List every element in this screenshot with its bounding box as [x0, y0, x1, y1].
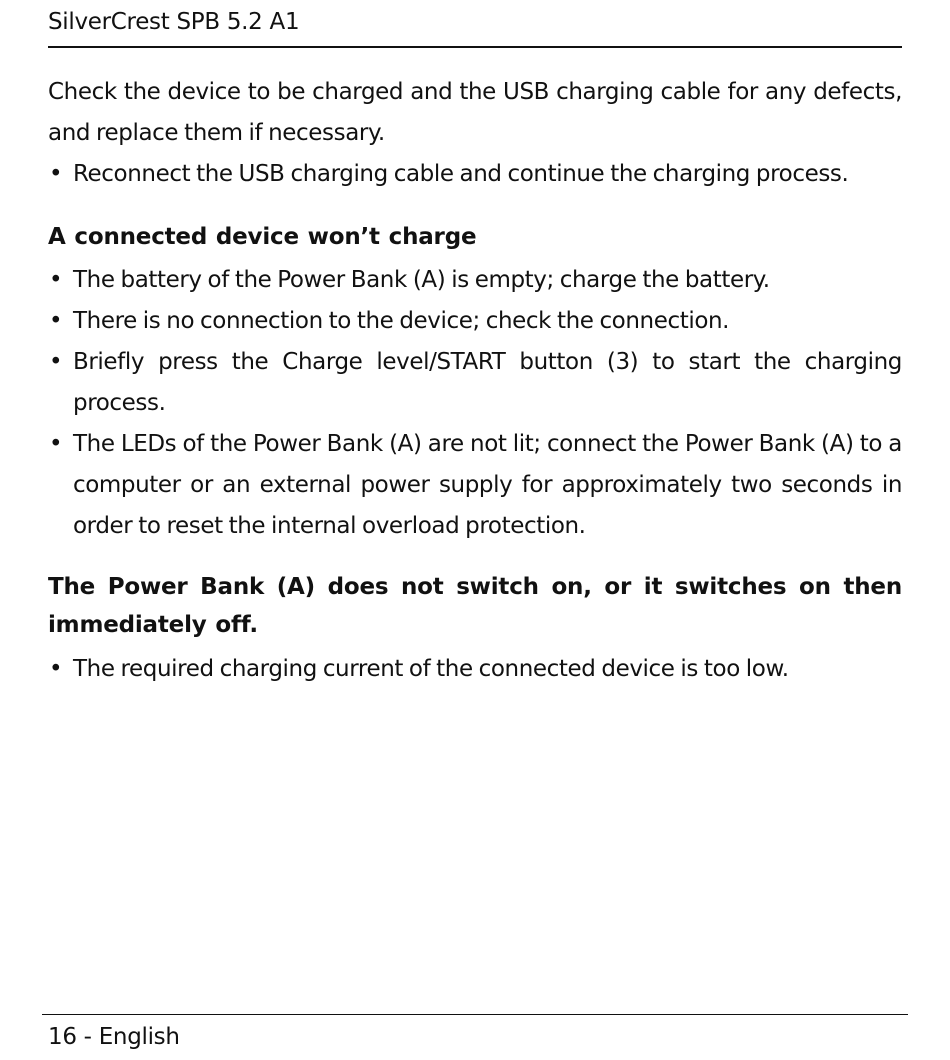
footer-divider [42, 1014, 908, 1015]
header-divider [48, 46, 902, 48]
intro-bullet-list [48, 154, 902, 195]
bullet-icon: • [49, 161, 63, 187]
list-item [48, 301, 902, 342]
list-item [48, 649, 902, 690]
list-item-text: There is no connection to the device; check the connection. [73, 308, 730, 334]
list-item [48, 154, 902, 195]
list-item [48, 424, 902, 547]
section-heading-power-bank-off: The Power Bank (A) does not switch on, or it switches on then immediately off. [48, 574, 902, 638]
list-item-text: The LEDs of the Power Bank (A) are not lit; connect the Power Bank (A) to a computer or an external power supply for approximately two seconds in order to reset the internal overload protection. [73, 431, 902, 539]
intro-paragraph: Check the device to be charged and the USB charging cable for any defects, and replace them if necessary. [48, 79, 902, 146]
bullet-icon: • [49, 267, 63, 293]
list-item [48, 260, 902, 301]
list-item-text: Briefly press the Charge level/START button (3) to start the charging process. [73, 349, 902, 416]
list-item-text: The battery of the Power Bank (A) is empty; charge the battery. [73, 267, 770, 293]
list-item-text: Reconnect the USB charging cable and continue the charging process. [73, 161, 849, 187]
bullet-icon: • [49, 431, 63, 457]
running-header: SilverCrest SPB 5.2 A1 [48, 9, 300, 35]
page-content [48, 72, 902, 690]
list-item-text: The required charging current of the connected device is too low. [73, 656, 789, 682]
no-charge-bullet-list [48, 260, 902, 547]
bullet-icon: • [49, 308, 63, 334]
power-bank-off-bullet-list [48, 649, 902, 690]
page-number: 16 - English [48, 1024, 180, 1050]
bullet-icon: • [49, 349, 63, 375]
section-heading-no-charge: A connected device won’t charge [48, 224, 477, 250]
list-item [48, 342, 902, 424]
bullet-icon: • [49, 656, 63, 682]
